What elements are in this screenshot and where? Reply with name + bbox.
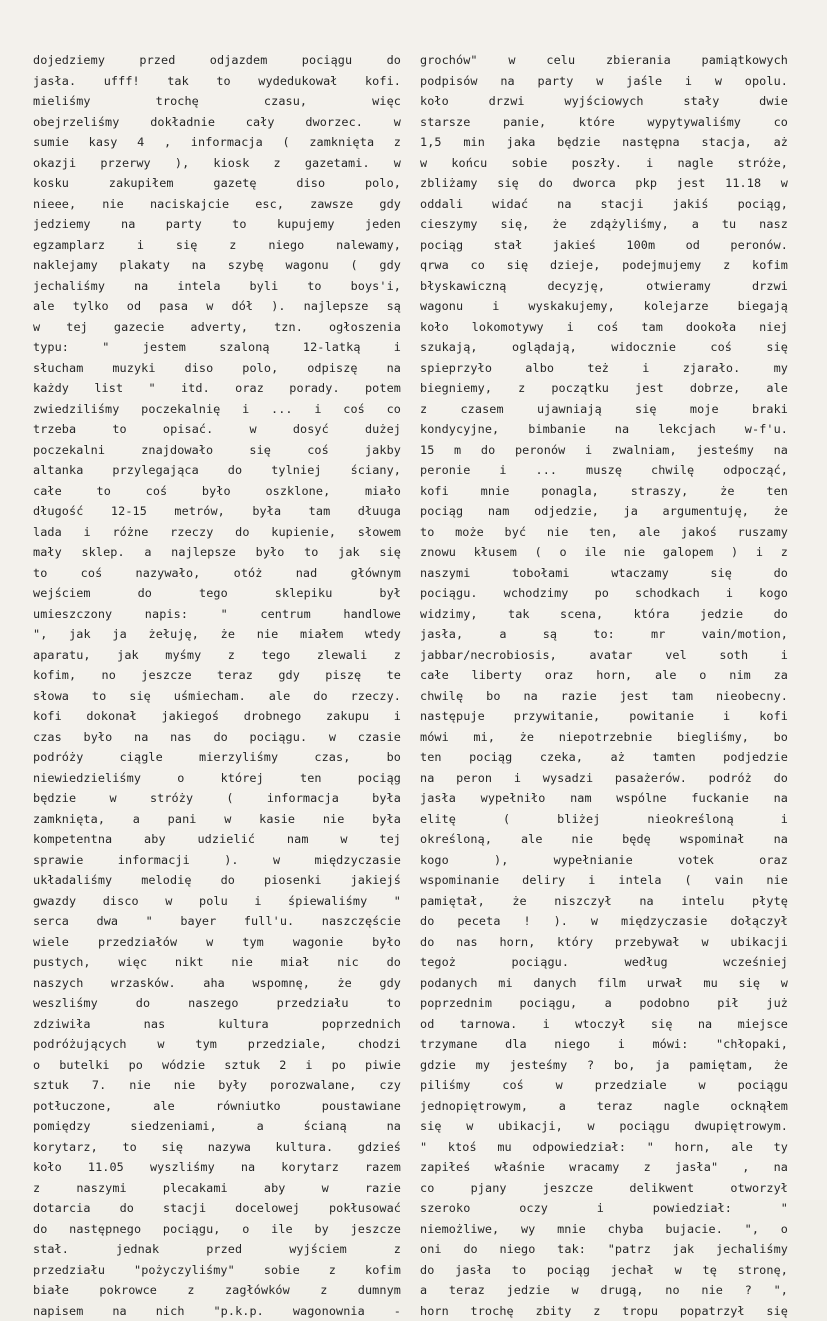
text-line: kofi mnie ponagla, straszy, że ten <box>420 481 788 502</box>
text-line: każdy list " itd. oraz porady. potem <box>33 378 401 399</box>
text-line: jedziemy na party to kupujemy jeden <box>33 214 401 235</box>
text-line: poczekalni znajdowało się coś jakby <box>33 440 401 461</box>
text-line: na peron i wysadzi pasażerów. podróż do <box>420 768 788 789</box>
text-line: mówi mi, że niepotrzebnie biegliśmy, bo <box>420 727 788 748</box>
text-line: w końcu sobie poszły. i nagle stróże, <box>420 153 788 174</box>
text-line: błyskawiczną decyzję, otwieramy drzwi <box>420 276 788 297</box>
text-line: peronie i ... muszę chwilę odpocząć, <box>420 460 788 481</box>
text-line: tegoż pociągu. według wcześniej <box>420 952 788 973</box>
text-line: jechaliśmy na intela byli to boys'i, <box>33 276 401 297</box>
text-line: napisem na nich "p.k.p. wagonownia - <box>33 1301 401 1321</box>
text-line: lada i różne rzeczy do kupienie, słowem <box>33 522 401 543</box>
text-line: gwazdy disco w polu i śpiewaliśmy " <box>33 891 401 912</box>
text-line: " ktoś mu odpowiedział: " horn, ale ty <box>420 1137 788 1158</box>
text-line: gdzie my jesteśmy ? bo, ja pamiętam, że <box>420 1055 788 1076</box>
text-line: kondycyjne, bimbanie na lekcjach w-f'u. <box>420 419 788 440</box>
text-line: stał. jednak przed wyjściem z <box>33 1239 401 1260</box>
text-line: do nas horn, który przebywał w ubikacji <box>420 932 788 953</box>
right-text-column <box>420 50 788 1321</box>
text-line: potłuczone, ale równiutko poustawiane <box>33 1096 401 1117</box>
text-line: o butelki po wódzie sztuk 2 i po piwie <box>33 1055 401 1076</box>
text-line: czas było na nas do pociągu. w czasie <box>33 727 401 748</box>
text-line: 1,5 min jaka będzie następna stacja, aż <box>420 132 788 153</box>
text-line: kogo ), wypełnianie votek oraz <box>420 850 788 871</box>
text-line: wejściem do tego sklepiku był <box>33 583 401 604</box>
text-line: trzeba to opisać. w dosyć dużej <box>33 419 401 440</box>
text-line: niemożliwe, wy mnie chyba bujacie. ", o <box>420 1219 788 1240</box>
text-line: podróży ciągle mierzyliśmy czas, bo <box>33 747 401 768</box>
text-line: elitę ( bliżej nieokreśloną i <box>420 809 788 830</box>
text-line: białe pokrowce z zagłówków z dumnym <box>33 1280 401 1301</box>
text-line: pustych, więc nikt nie miał nic do <box>33 952 401 973</box>
text-line: długość 12-15 metrów, była tam dłuuga <box>33 501 401 522</box>
text-line: serca dwa " bayer full'u. naszczęście <box>33 911 401 932</box>
text-line: biegniemy, z początku jest dobrze, ale <box>420 378 788 399</box>
text-line: jasła. ufff! tak to wydedukował kofi. <box>33 71 401 92</box>
text-line: zapiłeś właśnie wracamy z jasła" , na <box>420 1157 788 1178</box>
text-line: układaliśmy melodię do piosenki jakiejś <box>33 870 401 891</box>
text-line: całe to coś było oszklone, miało <box>33 481 401 502</box>
text-line: ", jak ja żełuję, że nie miałem wtedy <box>33 624 401 645</box>
text-line: okazji przerwy ), kiosk z gazetami. w <box>33 153 401 174</box>
text-line: cieszymy się, że zdążyliśmy, a tu nasz <box>420 214 788 235</box>
text-line: ale tylko od pasa w dół ). najlepsze są <box>33 296 401 317</box>
left-text-column <box>33 50 401 1321</box>
text-line: całe liberty oraz horn, ale o nim za <box>420 665 788 686</box>
text-line: dojedziemy przed odjazdem pociągu do <box>33 50 401 71</box>
text-line: dotarcia do stacji docelowej pokłusować <box>33 1198 401 1219</box>
text-line: 15 m do peronów i zwalniam, jesteśmy na <box>420 440 788 461</box>
text-line: od tarnowa. i wtoczył się na miejsce <box>420 1014 788 1035</box>
text-line: oni do niego tak: "patrz jak jechaliśmy <box>420 1239 788 1260</box>
text-line: typu: " jestem szaloną 12-latką i <box>33 337 401 358</box>
text-line: umieszczony napis: " centrum handlowe <box>33 604 401 625</box>
text-line: poprzednim pociągu, a podobno pił już <box>420 993 788 1014</box>
text-line: pociąg stał jakieś 100m od peronów. <box>420 235 788 256</box>
text-line: nieee, nie naciskajcie esc, zawsze gdy <box>33 194 401 215</box>
text-line: wagonu i wyskakujemy, kolejarze biegają <box>420 296 788 317</box>
text-line: obejrzeliśmy dokładnie cały dworzec. w <box>33 112 401 133</box>
text-line: chwilę bo na razie jest tam nieobecny. <box>420 686 788 707</box>
text-line: kompetentna aby udzielić nam w tej <box>33 829 401 850</box>
text-line: szeroko oczy i powiedział: " <box>420 1198 788 1219</box>
text-line: pociąg nam odjedzie, ja argumentuję, że <box>420 501 788 522</box>
text-line: sztuk 7. nie nie były porozwalane, czy <box>33 1075 401 1096</box>
text-line: podróżujących w tym przedziale, chodzi <box>33 1034 401 1055</box>
text-line: następuje przywitanie, powitanie i kofi <box>420 706 788 727</box>
text-line: słowa to się uśmiecham. ale do rzeczy. <box>33 686 401 707</box>
text-line: się w ubikacji, w pociągu dwupiętrowym. <box>420 1116 788 1137</box>
text-line: trzymane dla niego i mówi: "chłopaki, <box>420 1034 788 1055</box>
text-line: sumie kasy 4 , informacja ( zamknięta z <box>33 132 401 153</box>
text-line: grochów" w celu zbierania pamiątkowych <box>420 50 788 71</box>
text-line: widzimy, tak scena, która jedzie do <box>420 604 788 625</box>
text-line: jasła wypełniło nam wspólne fuckanie na <box>420 788 788 809</box>
text-line: starsze panie, które wypytywaliśmy co <box>420 112 788 133</box>
text-line: weszliśmy do naszego przedziału to <box>33 993 401 1014</box>
text-line: pociągu. wchodzimy po schodkach i kogo <box>420 583 788 604</box>
text-line: ten pociąg czeka, aż tamten podjedzie <box>420 747 788 768</box>
text-line: pamiętał, że niszczył na intelu płytę <box>420 891 788 912</box>
text-line: zwiedziliśmy poczekalnię i ... i coś co <box>33 399 401 420</box>
text-line: to może być nie ten, ale jakoś ruszamy <box>420 522 788 543</box>
text-line: egzamplarz i się z niego nalewamy, <box>33 235 401 256</box>
text-line: podpisów na party w jaśle i w opolu. <box>420 71 788 92</box>
text-line: naklejamy plakaty na szybę wagonu ( gdy <box>33 255 401 276</box>
text-line: do peceta ! ). w międzyczasie dołączył <box>420 911 788 932</box>
text-line: zdziwiła nas kultura poprzednich <box>33 1014 401 1035</box>
text-line: koło drzwi wyjściowych stały dwie <box>420 91 788 112</box>
text-line: spieprzyło albo też i zjarało. my <box>420 358 788 379</box>
text-line: zbliżamy się do dworca pkp jest 11.18 w <box>420 173 788 194</box>
text-line: określoną, ale nie będę wspominał na <box>420 829 788 850</box>
text-line: mieliśmy trochę czasu, więc <box>33 91 401 112</box>
text-line: niewiedzieliśmy o której ten pociąg <box>33 768 401 789</box>
text-line: znowu kłusem ( o ile nie galopem ) i z <box>420 542 788 563</box>
text-line: słucham muzyki diso polo, odpiszę na <box>33 358 401 379</box>
text-line: w tej gazecie adverty, tzn. ogłoszenia <box>33 317 401 338</box>
text-line: wiele przedziałów w tym wagonie było <box>33 932 401 953</box>
text-line: podanych mi danych film urwał mu się w <box>420 973 788 994</box>
text-line: przedziału "pożyczyliśmy" sobie z kofim <box>33 1260 401 1281</box>
text-line: kosku zakupiłem gazetę diso polo, <box>33 173 401 194</box>
text-line: zamknięta, a pani w kasie nie była <box>33 809 401 830</box>
text-line: do następnego pociągu, o ile by jeszcze <box>33 1219 401 1240</box>
text-line: pomiędzy siedzeniami, a ścianą na <box>33 1116 401 1137</box>
text-line: a teraz jedzie w drugą, no nie ? ", <box>420 1280 788 1301</box>
text-line: szukają, oglądają, widocznie coś się <box>420 337 788 358</box>
text-line: jednopiętrowym, a teraz nagle ocknąłem <box>420 1096 788 1117</box>
text-line: do jasła to pociąg jechał w tę stronę, <box>420 1260 788 1281</box>
text-line: jabbar/necrobiosis, avatar vel soth i <box>420 645 788 666</box>
text-line: horn trochę zbity z tropu popatrzył się <box>420 1301 788 1321</box>
text-line: naszych wrzasków. aha wspomnę, że gdy <box>33 973 401 994</box>
text-line: mały sklep. a najlepsze było to jak się <box>33 542 401 563</box>
text-line: z czasem ujawniają się moje braki <box>420 399 788 420</box>
text-line: sprawie informacji ). w międzyczasie <box>33 850 401 871</box>
text-line: kofi dokonał jakiegoś drobnego zakupu i <box>33 706 401 727</box>
text-line: wspominanie deliry i intela ( vain nie <box>420 870 788 891</box>
text-line: korytarz, to się nazywa kultura. gdzieś <box>33 1137 401 1158</box>
text-line: aparatu, jak myśmy z tego zlewali z <box>33 645 401 666</box>
text-line: altanka przylegająca do tylniej ściany, <box>33 460 401 481</box>
text-line: qrwa co się dzieje, podejmujemy z kofim <box>420 255 788 276</box>
text-line: oddali widać na stacji jakiś pociąg, <box>420 194 788 215</box>
text-line: to coś nazywało, otóż nad głównym <box>33 563 401 584</box>
text-line: naszymi tobołami wtaczamy się do <box>420 563 788 584</box>
text-line: co pjany jeszcze delikwent otworzył <box>420 1178 788 1199</box>
text-line: będzie w stróży ( informacja była <box>33 788 401 809</box>
text-line: kofim, no jeszcze teraz gdy piszę te <box>33 665 401 686</box>
text-line: koło 11.05 wyszliśmy na korytarz razem <box>33 1157 401 1178</box>
text-line: koło lokomotywy i coś tam dookoła niej <box>420 317 788 338</box>
text-line: z naszymi plecakami aby w razie <box>33 1178 401 1199</box>
text-line: jasła, a są to: mr vain/motion, <box>420 624 788 645</box>
text-line: piliśmy coś w przedziale w pociągu <box>420 1075 788 1096</box>
